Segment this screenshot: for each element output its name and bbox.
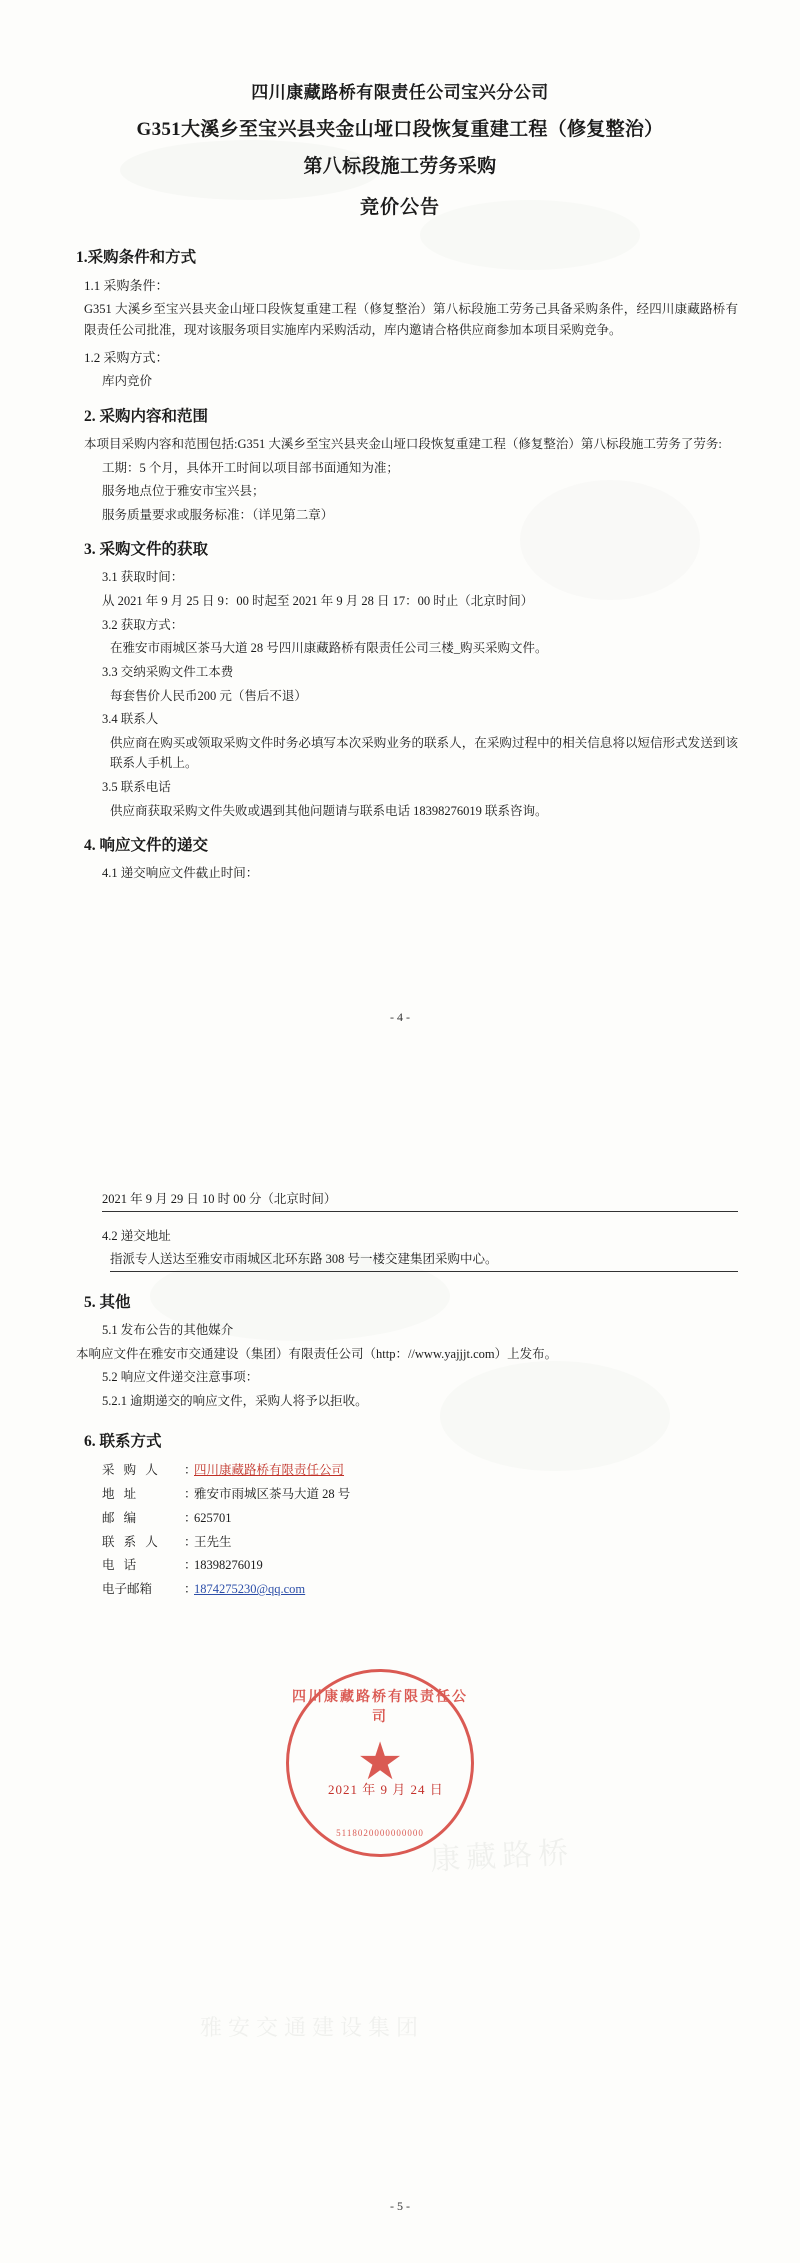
heading-section-5: 5. 其他: [84, 1293, 131, 1311]
item-3-4-body: 供应商在购买或领取采购文件时务必填写本次采购业务的联系人，在采购过程中的相关信息将以短信形式发送到该联系人手机上。: [110, 735, 738, 771]
paragraph-2-2: 工期：5 个月，具体开工时间以项目部书面通知为准；: [102, 460, 399, 475]
page-number-2: - 5 -: [390, 2199, 410, 2213]
contact-value-postcode: 625701: [194, 1510, 232, 1525]
item-5-2-1-label: 5.2.1 逾期递交的响应文件，采购人将予以拒收。: [102, 1393, 368, 1408]
contact-key: 地 址: [102, 1487, 140, 1502]
item-3-3-body: 每套售价人民币200 元（售后不退）: [110, 688, 307, 703]
contact-value-email[interactable]: 1874275230@qq.com: [194, 1582, 306, 1597]
address-label: 4.2 递交地址: [102, 1228, 171, 1243]
page-title-section: 第八标段施工劳务采购: [303, 156, 497, 177]
subheading-1-1: 1.1 采购条件：: [84, 278, 169, 293]
heading-section-4: 4. 响应文件的递交: [84, 837, 209, 855]
item-3-4-label: 3.4 联系人: [102, 712, 159, 727]
document-title-block: [62, 78, 738, 219]
contact-sep: ：: [184, 1463, 197, 1478]
page-number-1: - 4 -: [390, 1010, 410, 1024]
contact-key: 联 系 人: [102, 1534, 161, 1549]
page-title-company: 四川康藏路桥有限责任公司宝兴分公司: [251, 83, 549, 102]
paragraph-2-3: 服务地点位于雅安市宝兴县；: [102, 484, 265, 499]
contact-value-phone: 18398276019: [194, 1558, 263, 1573]
item-5-1-label: 5.1 发布公告的其他媒介: [102, 1322, 234, 1337]
item-3-3-label: 3.3 交纳采购文件工本费: [102, 664, 234, 679]
paragraph-1-1: G351 大溪乡至宝兴县夹金山垭口段恢复重建工程（修复整治）第八标段施工劳务己具备采购条件，经四川康藏路桥有限责任公司批准，现对该服务项目实施库内采购活动，库内邀请合格供应商参加本项目采购竞争。: [84, 302, 738, 337]
contact-key: 邮 编: [102, 1510, 140, 1525]
heading-section-3: 3. 采购文件的获取: [84, 541, 209, 559]
contact-list: [102, 1459, 738, 1602]
page-1-content: [62, 78, 738, 887]
contact-sep: ：: [184, 1558, 197, 1573]
document-page-2: [0, 1131, 800, 2263]
company-seal-stamp: [286, 1669, 474, 1857]
heading-section-1: 1.采购条件和方式: [76, 249, 197, 266]
item-3-1-body: 从 2021 年 9 月 25 日 9：00 时起至 2021 年 9 月 28 日 17：00 时止（北京时间）: [102, 594, 534, 608]
star-icon: ★: [356, 1734, 404, 1791]
page-2-content: [62, 1181, 738, 1602]
contact-row: [102, 1507, 738, 1531]
subheading-1-2: 1.2 采购方式：: [84, 350, 169, 366]
item-3-5-body: 供应商获取采购文件失败或遇到其他问题请与联系电话 18398276019 联系咨询。: [110, 803, 548, 818]
contact-value-purchaser: 四川康藏路桥有限责任公司: [194, 1463, 345, 1478]
contact-row: [102, 1459, 738, 1483]
paragraph-2-4: 服务质量要求或服务标准：（详见第二章）: [102, 507, 334, 522]
item-4-1-label: 4.1 递交响应文件截止时间：: [102, 866, 259, 881]
stamp-bottom-text: 5118020000000000: [336, 1828, 424, 1838]
contact-row: [102, 1578, 738, 1602]
heading-section-2: 2. 采购内容和范围: [84, 407, 209, 425]
document-page-1: [0, 0, 800, 1131]
address-value: 指派专人送达至雅安市雨城区北环东路 308 号一楼交建集团采购中心。: [110, 1249, 738, 1272]
watermark: 雅安交通建设集团: [200, 2015, 425, 2040]
contact-sep: ：: [184, 1510, 197, 1525]
page-title-type: 竞价公告: [359, 197, 440, 218]
stamp-top-text: 四川康藏路桥有限责任公司: [292, 1690, 468, 1725]
contact-row: [102, 1483, 738, 1507]
item-3-2-label: 3.2 获取方式：: [102, 617, 184, 632]
contact-row: [102, 1554, 738, 1578]
contact-sep: ：: [184, 1582, 197, 1597]
contact-key: 电子邮箱: [102, 1582, 153, 1597]
contact-sep: ：: [184, 1487, 197, 1502]
contact-value-address: 雅安市雨城区茶马大道 28 号: [194, 1487, 351, 1502]
page-title-project: G351大溪乡至宝兴县夹金山垭口段恢复重建工程（修复整治）: [136, 119, 664, 140]
item-5-1-body: 本响应文件在雅安市交通建设（集团）有限责任公司（http：//www.yajjjt.com）上发布。: [76, 1346, 558, 1361]
heading-section-6: 6. 联系方式: [84, 1433, 162, 1451]
item-5-2-label: 5.2 响应文件递交注意事项：: [102, 1370, 259, 1385]
paragraph-2-1: 本项目采购内容和范围包括:G351 大溪乡至宝兴县夹金山垭口段恢复重建工程（修复整治）第八标段施工劳务了劳务:: [84, 436, 722, 451]
item-3-1-label: 3.1 获取时间：: [102, 570, 184, 585]
item-3-5-label: 3.5 联系电话: [102, 780, 171, 794]
contact-row: [102, 1531, 738, 1555]
contact-key: 采 购 人: [102, 1463, 161, 1478]
contact-key: 电 话: [102, 1558, 140, 1573]
watermark: 康藏路桥: [429, 1836, 575, 1877]
stamp-date: 2021 年 9 月 24 日: [328, 1782, 444, 1797]
contact-sep: ：: [184, 1534, 197, 1549]
submission-deadline: 2021 年 9 月 29 日 10 时 00 分（北京时间）: [102, 1189, 738, 1212]
item-3-2-body: 在雅安市雨城区茶马大道 28 号四川康藏路桥有限责任公司三楼_购买采购文件。: [110, 641, 548, 656]
contact-value-person: 王先生: [194, 1534, 232, 1549]
paragraph-1-2: 库内竞价: [102, 374, 153, 389]
